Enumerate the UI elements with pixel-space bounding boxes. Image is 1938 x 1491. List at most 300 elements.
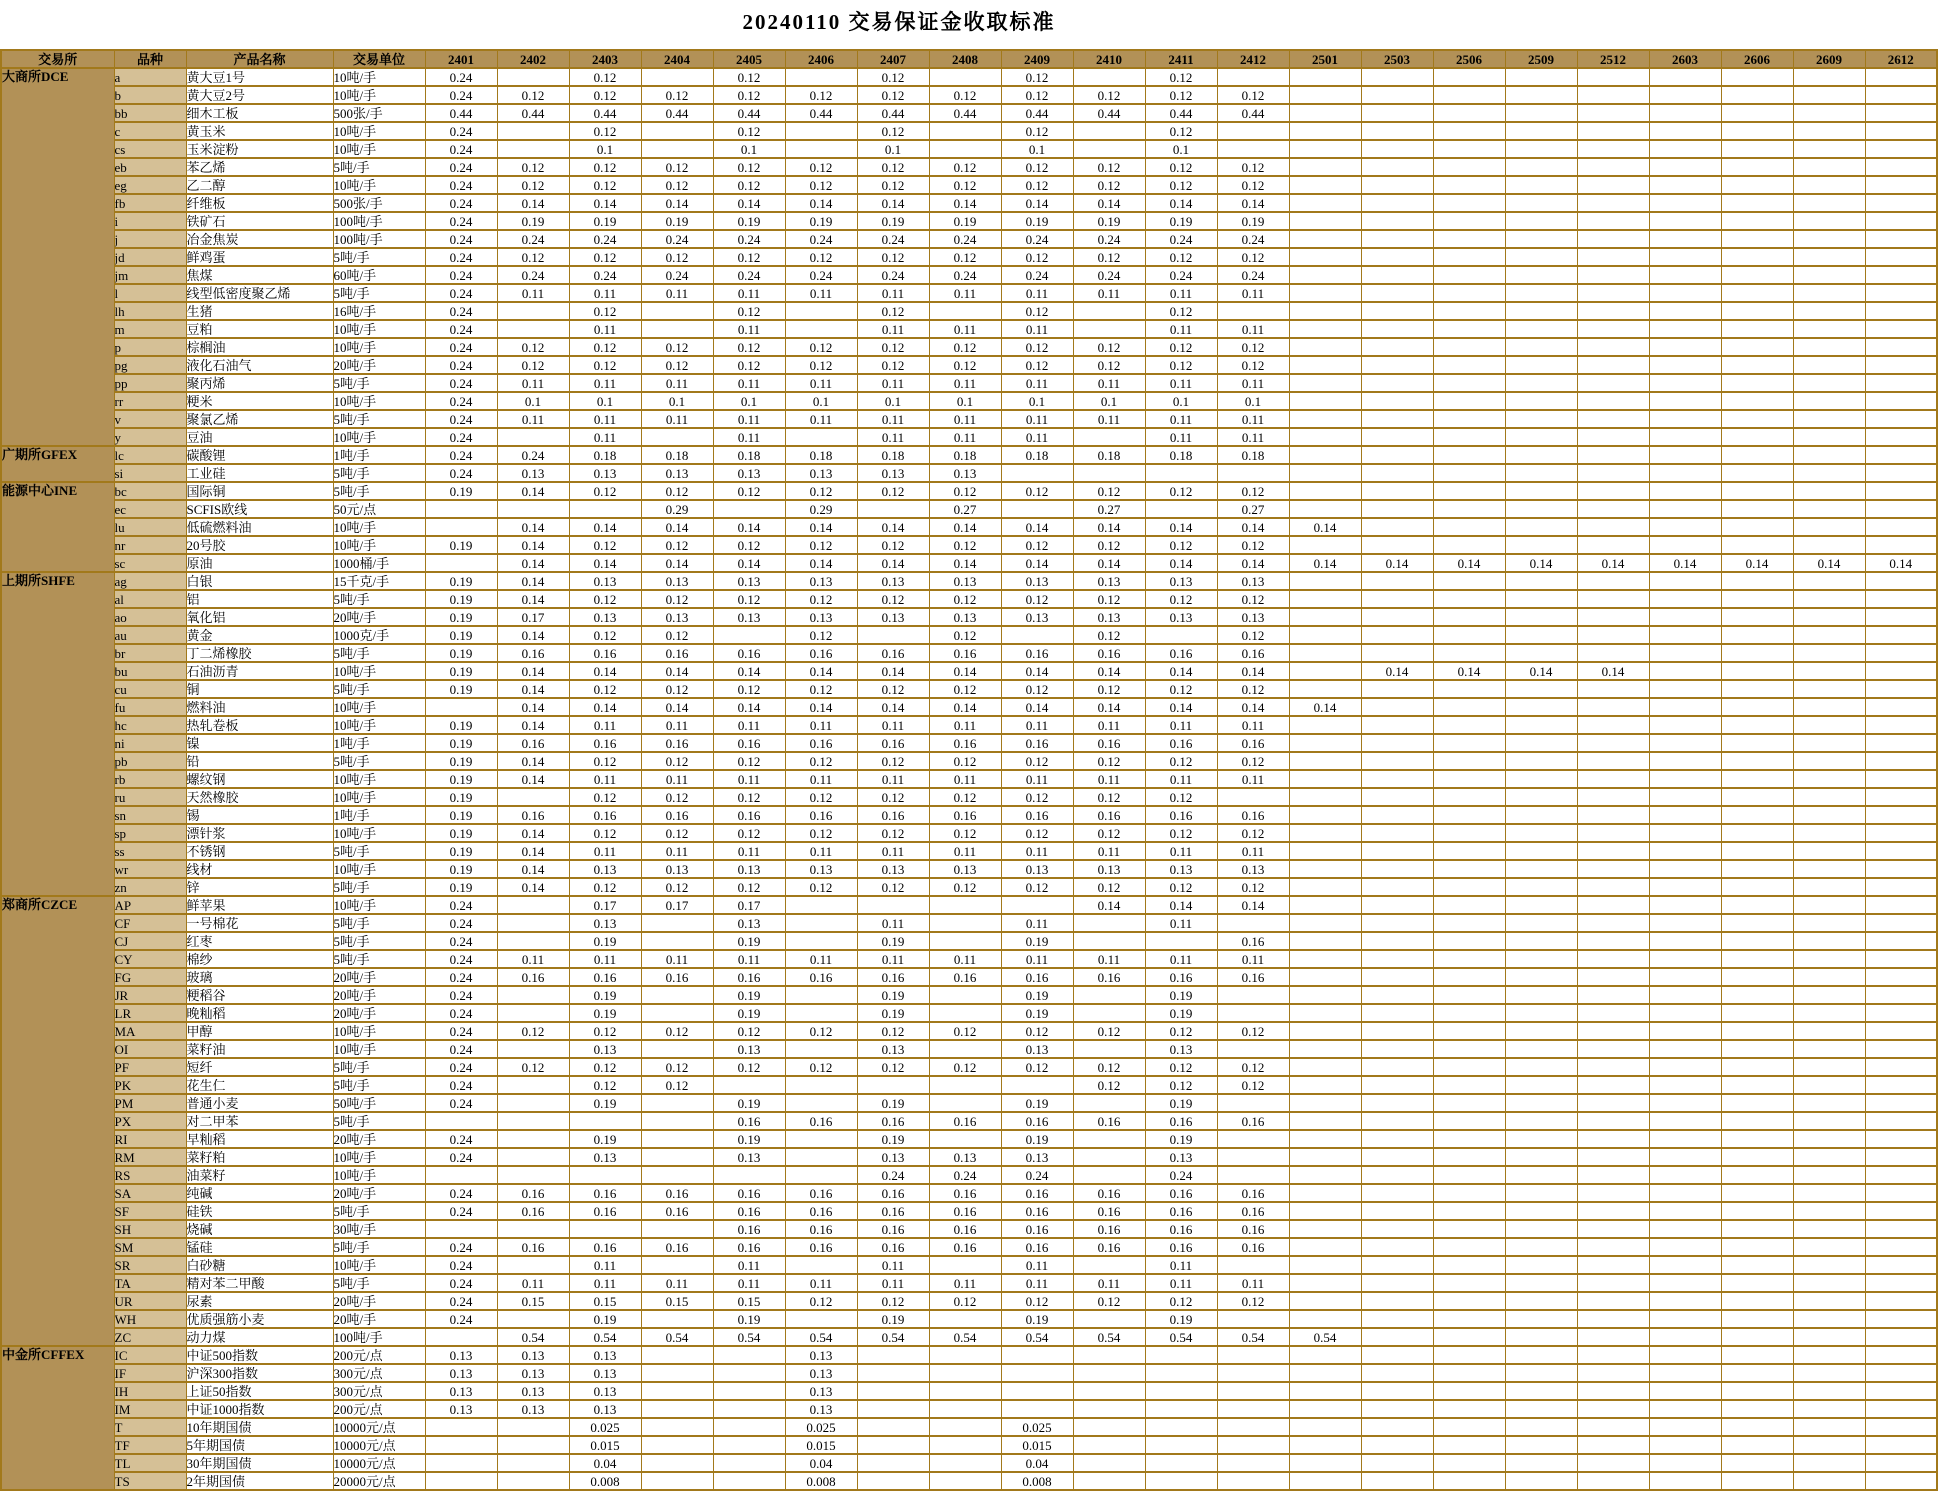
margin-cell-WH-2409: 0.19	[1001, 1310, 1073, 1328]
margin-cell-cu-2503	[1361, 680, 1433, 698]
margin-cell-TF-2503	[1361, 1436, 1433, 1454]
margin-cell-UR-2603	[1649, 1292, 1721, 1310]
row-si	[1, 464, 1937, 482]
margin-cell-CF-2506	[1433, 914, 1505, 932]
margin-cell-si-2402: 0.13	[497, 464, 569, 482]
margin-cell-SR-2403: 0.11	[569, 1256, 641, 1274]
margin-cell-ec-2405	[713, 500, 785, 518]
margin-cell-RM-2405: 0.13	[713, 1148, 785, 1166]
margin-cell-bu-2603	[1649, 662, 1721, 680]
margin-cell-lc-2405: 0.18	[713, 446, 785, 464]
margin-cell-CJ-2410	[1073, 932, 1145, 950]
margin-cell-m-2609	[1793, 320, 1865, 338]
product-cell: 黄大豆1号	[186, 68, 333, 86]
margin-cell-AP-2405: 0.17	[713, 896, 785, 914]
margin-cell-TS-2404	[641, 1472, 713, 1490]
margin-cell-T-2409: 0.025	[1001, 1418, 1073, 1436]
margin-cell-bc-2410: 0.12	[1073, 482, 1145, 500]
margin-cell-sn-2406: 0.16	[785, 806, 857, 824]
margin-cell-SH-2407: 0.16	[857, 1220, 929, 1238]
margin-cell-v-2612	[1865, 410, 1937, 428]
margin-cell-bc-2412: 0.12	[1217, 482, 1289, 500]
product-cell: 黄金	[186, 626, 333, 644]
margin-cell-LR-2412	[1217, 1004, 1289, 1022]
margin-cell-b-2405: 0.12	[713, 86, 785, 104]
margin-cell-PM-2406	[785, 1094, 857, 1112]
header-month-2406: 2406	[785, 50, 857, 68]
margin-cell-eg-2410: 0.12	[1073, 176, 1145, 194]
margin-cell-cs-2506	[1433, 140, 1505, 158]
margin-cell-TL-2411	[1145, 1454, 1217, 1472]
margin-cell-JR-2506	[1433, 986, 1505, 1004]
margin-cell-i-2402: 0.19	[497, 212, 569, 230]
margin-cell-IH-2408	[929, 1382, 1001, 1400]
margin-cell-ec-2609	[1793, 500, 1865, 518]
margin-cell-IH-2403: 0.13	[569, 1382, 641, 1400]
margin-cell-OI-2412	[1217, 1040, 1289, 1058]
margin-cell-m-2403: 0.11	[569, 320, 641, 338]
unit-cell: 300元/点	[333, 1364, 425, 1382]
margin-cell-c-2401: 0.24	[425, 122, 497, 140]
product-cell: 锌	[186, 878, 333, 896]
margin-cell-CJ-2606	[1721, 932, 1793, 950]
margin-cell-SR-2411: 0.11	[1145, 1256, 1217, 1274]
margin-cell-al-2401: 0.19	[425, 590, 497, 608]
margin-cell-ss-2404: 0.11	[641, 842, 713, 860]
code-cell: T	[114, 1418, 186, 1436]
margin-cell-jd-2407: 0.12	[857, 248, 929, 266]
product-cell: 5年期国债	[186, 1436, 333, 1454]
margin-cell-rb-2402: 0.14	[497, 770, 569, 788]
margin-cell-PX-2410: 0.16	[1073, 1112, 1145, 1130]
margin-cell-TS-2408	[929, 1472, 1001, 1490]
margin-cell-AP-2503	[1361, 896, 1433, 914]
margin-cell-ao-2606	[1721, 608, 1793, 626]
margin-cell-CJ-2501	[1289, 932, 1361, 950]
code-cell: PM	[114, 1094, 186, 1112]
margin-cell-y-2609	[1793, 428, 1865, 446]
margin-cell-y-2407: 0.11	[857, 428, 929, 446]
margin-cell-IC-2506	[1433, 1346, 1505, 1364]
margin-cell-ag-2406: 0.13	[785, 572, 857, 590]
margin-cell-sp-2512	[1577, 824, 1649, 842]
margin-cell-PK-2612	[1865, 1076, 1937, 1094]
margin-cell-wr-2506	[1433, 860, 1505, 878]
margin-cell-sp-2408: 0.12	[929, 824, 1001, 842]
margin-cell-ag-2501	[1289, 572, 1361, 590]
margin-cell-cs-2609	[1793, 140, 1865, 158]
code-cell: lu	[114, 518, 186, 536]
code-cell: LR	[114, 1004, 186, 1022]
margin-cell-PF-2609	[1793, 1058, 1865, 1076]
margin-cell-JR-2501	[1289, 986, 1361, 1004]
margin-cell-WH-2503	[1361, 1310, 1433, 1328]
margin-cell-pg-2405: 0.12	[713, 356, 785, 374]
margin-cell-eb-2503	[1361, 158, 1433, 176]
margin-cell-sp-2612	[1865, 824, 1937, 842]
margin-cell-RM-2408: 0.13	[929, 1148, 1001, 1166]
margin-cell-au-2501	[1289, 626, 1361, 644]
margin-cell-ZC-2401	[425, 1328, 497, 1346]
margin-cell-y-2412: 0.11	[1217, 428, 1289, 446]
margin-cell-au-2401: 0.19	[425, 626, 497, 644]
margin-cell-cs-2411: 0.1	[1145, 140, 1217, 158]
margin-cell-T-2503	[1361, 1418, 1433, 1436]
row-ZC	[1, 1328, 1937, 1346]
margin-cell-j-2408: 0.24	[929, 230, 1001, 248]
unit-cell: 5吨/手	[333, 842, 425, 860]
margin-cell-pp-2606	[1721, 374, 1793, 392]
margin-cell-nr-2405: 0.12	[713, 536, 785, 554]
margin-cell-SF-2603	[1649, 1202, 1721, 1220]
margin-cell-p-2606	[1721, 338, 1793, 356]
exchange-label: 能源中心INE	[1, 482, 114, 572]
margin-cell-a-2509	[1505, 68, 1577, 86]
margin-cell-AP-2606	[1721, 896, 1793, 914]
margin-cell-sc-2606: 0.14	[1721, 554, 1793, 572]
margin-cell-TL-2503	[1361, 1454, 1433, 1472]
margin-cell-OI-2501	[1289, 1040, 1361, 1058]
margin-cell-br-2606	[1721, 644, 1793, 662]
margin-cell-SM-2606	[1721, 1238, 1793, 1256]
margin-cell-eg-2509	[1505, 176, 1577, 194]
margin-cell-bu-2403: 0.14	[569, 662, 641, 680]
margin-cell-CJ-2407: 0.19	[857, 932, 929, 950]
margin-cell-RI-2503	[1361, 1130, 1433, 1148]
margin-cell-a-2412	[1217, 68, 1289, 86]
margin-cell-ZC-2606	[1721, 1328, 1793, 1346]
margin-cell-WH-2411: 0.19	[1145, 1310, 1217, 1328]
margin-cell-IC-2606	[1721, 1346, 1793, 1364]
page-title: 20240110 交易保证金收取标准	[742, 10, 1056, 34]
margin-cell-LR-2410	[1073, 1004, 1145, 1022]
margin-cell-IM-2407	[857, 1400, 929, 1418]
margin-cell-wr-2411: 0.13	[1145, 860, 1217, 878]
margin-cell-m-2512	[1577, 320, 1649, 338]
margin-cell-ag-2408: 0.13	[929, 572, 1001, 590]
code-cell: c	[114, 122, 186, 140]
code-cell: ZC	[114, 1328, 186, 1346]
margin-cell-br-2409: 0.16	[1001, 644, 1073, 662]
margin-cell-MA-2406: 0.12	[785, 1022, 857, 1040]
margin-cell-FG-2409: 0.16	[1001, 968, 1073, 986]
margin-cell-c-2512	[1577, 122, 1649, 140]
margin-cell-lc-2512	[1577, 446, 1649, 464]
unit-cell: 1吨/手	[333, 806, 425, 824]
margin-cell-jd-2612	[1865, 248, 1937, 266]
margin-cell-lu-2612	[1865, 518, 1937, 536]
margin-cell-i-2503	[1361, 212, 1433, 230]
margin-cell-lu-2509	[1505, 518, 1577, 536]
margin-cell-IC-2401: 0.13	[425, 1346, 497, 1364]
margin-cell-pb-2501	[1289, 752, 1361, 770]
margin-cell-CY-2408: 0.11	[929, 950, 1001, 968]
margin-cell-T-2408	[929, 1418, 1001, 1436]
margin-cell-sc-2404: 0.14	[641, 554, 713, 572]
margin-cell-CF-2408	[929, 914, 1001, 932]
margin-cell-ao-2410: 0.13	[1073, 608, 1145, 626]
margin-cell-c-2406	[785, 122, 857, 140]
product-cell: 线型低密度聚乙烯	[186, 284, 333, 302]
margin-cell-RI-2403: 0.19	[569, 1130, 641, 1148]
margin-cell-al-2412: 0.12	[1217, 590, 1289, 608]
product-cell: 生猪	[186, 302, 333, 320]
margin-cell-CF-2412	[1217, 914, 1289, 932]
code-cell: br	[114, 644, 186, 662]
margin-cell-PK-2606	[1721, 1076, 1793, 1094]
margin-cell-zn-2411: 0.12	[1145, 878, 1217, 896]
margin-cell-ZC-2410: 0.54	[1073, 1328, 1145, 1346]
margin-cell-jd-2404: 0.12	[641, 248, 713, 266]
row-SF	[1, 1202, 1937, 1220]
unit-cell: 10吨/手	[333, 1040, 425, 1058]
margin-cell-PK-2408	[929, 1076, 1001, 1094]
margin-cell-lc-2503	[1361, 446, 1433, 464]
margin-cell-lh-2603	[1649, 302, 1721, 320]
margin-cell-b-2407: 0.12	[857, 86, 929, 104]
margin-cell-sp-2509	[1505, 824, 1577, 842]
margin-cell-OI-2406	[785, 1040, 857, 1058]
margin-cell-SF-2606	[1721, 1202, 1793, 1220]
margin-cell-RS-2402	[497, 1166, 569, 1184]
unit-cell: 10吨/手	[333, 536, 425, 554]
margin-cell-RS-2410	[1073, 1166, 1145, 1184]
margin-cell-ao-2404: 0.13	[641, 608, 713, 626]
margin-cell-CY-2612	[1865, 950, 1937, 968]
margin-cell-RM-2612	[1865, 1148, 1937, 1166]
margin-cell-RS-2501	[1289, 1166, 1361, 1184]
margin-cell-zn-2512	[1577, 878, 1649, 896]
code-cell: eb	[114, 158, 186, 176]
margin-cell-FG-2501	[1289, 968, 1361, 986]
margin-cell-y-2603	[1649, 428, 1721, 446]
header-month-2408: 2408	[929, 50, 1001, 68]
margin-cell-TA-2401: 0.24	[425, 1274, 497, 1292]
margin-cell-rb-2407: 0.11	[857, 770, 929, 788]
margin-cell-PK-2503	[1361, 1076, 1433, 1094]
margin-cell-sc-2506: 0.14	[1433, 554, 1505, 572]
margin-cell-nr-2506	[1433, 536, 1505, 554]
header-month-2412: 2412	[1217, 50, 1289, 68]
margin-cell-lc-2406: 0.18	[785, 446, 857, 464]
code-cell: CF	[114, 914, 186, 932]
margin-cell-eb-2509	[1505, 158, 1577, 176]
margin-cell-pg-2609	[1793, 356, 1865, 374]
margin-cell-fb-2403: 0.14	[569, 194, 641, 212]
row-SA	[1, 1184, 1937, 1202]
margin-cell-sn-2402: 0.16	[497, 806, 569, 824]
margin-cell-TS-2512	[1577, 1472, 1649, 1490]
margin-cell-lh-2405: 0.12	[713, 302, 785, 320]
margin-cell-al-2406: 0.12	[785, 590, 857, 608]
margin-cell-WH-2408	[929, 1310, 1001, 1328]
margin-cell-c-2606	[1721, 122, 1793, 140]
margin-cell-IC-2404	[641, 1346, 713, 1364]
header-month-2606: 2606	[1721, 50, 1793, 68]
margin-cell-j-2409: 0.24	[1001, 230, 1073, 248]
margin-cell-pp-2501	[1289, 374, 1361, 392]
margin-cell-cu-2406: 0.12	[785, 680, 857, 698]
product-cell: 10年期国债	[186, 1418, 333, 1436]
margin-cell-PF-2512	[1577, 1058, 1649, 1076]
margin-cell-MA-2409: 0.12	[1001, 1022, 1073, 1040]
unit-cell: 20吨/手	[333, 986, 425, 1004]
margin-cell-lh-2403: 0.12	[569, 302, 641, 320]
margin-cell-TS-2401	[425, 1472, 497, 1490]
margin-cell-hc-2403: 0.11	[569, 716, 641, 734]
margin-cell-jm-2609	[1793, 266, 1865, 284]
margin-cell-ZC-2411: 0.54	[1145, 1328, 1217, 1346]
margin-cell-lh-2612	[1865, 302, 1937, 320]
margin-cell-CF-2503	[1361, 914, 1433, 932]
margin-cell-sn-2408: 0.16	[929, 806, 1001, 824]
margin-cell-CJ-2509	[1505, 932, 1577, 950]
margin-cell-SF-2609	[1793, 1202, 1865, 1220]
margin-cell-CF-2603	[1649, 914, 1721, 932]
margin-cell-au-2409	[1001, 626, 1073, 644]
margin-cell-y-2403: 0.11	[569, 428, 641, 446]
margin-cell-PF-2606	[1721, 1058, 1793, 1076]
margin-cell-AP-2402	[497, 896, 569, 914]
margin-cell-pb-2408: 0.12	[929, 752, 1001, 770]
header-month-2402: 2402	[497, 50, 569, 68]
margin-cell-SA-2401: 0.24	[425, 1184, 497, 1202]
margin-cell-pb-2612	[1865, 752, 1937, 770]
margin-cell-nr-2603	[1649, 536, 1721, 554]
margin-cell-FG-2411: 0.16	[1145, 968, 1217, 986]
margin-cell-fb-2509	[1505, 194, 1577, 212]
margin-cell-IF-2612	[1865, 1364, 1937, 1382]
margin-cell-j-2503	[1361, 230, 1433, 248]
margin-cell-RM-2412	[1217, 1148, 1289, 1166]
margin-cell-IH-2412	[1217, 1382, 1289, 1400]
margin-cell-cu-2407: 0.12	[857, 680, 929, 698]
margin-cell-FG-2401: 0.24	[425, 968, 497, 986]
margin-cell-ru-2403: 0.12	[569, 788, 641, 806]
margin-cell-v-2411: 0.11	[1145, 410, 1217, 428]
margin-cell-pb-2412: 0.12	[1217, 752, 1289, 770]
unit-cell: 20吨/手	[333, 1310, 425, 1328]
margin-cell-IH-2404	[641, 1382, 713, 1400]
code-cell: RS	[114, 1166, 186, 1184]
margin-cell-hc-2612	[1865, 716, 1937, 734]
margin-cell-FG-2506	[1433, 968, 1505, 986]
margin-cell-pg-2408: 0.12	[929, 356, 1001, 374]
margin-cell-T-2406: 0.025	[785, 1418, 857, 1436]
margin-cell-y-2401: 0.24	[425, 428, 497, 446]
margin-cell-si-2509	[1505, 464, 1577, 482]
margin-cell-p-2401: 0.24	[425, 338, 497, 356]
margin-cell-ec-2606	[1721, 500, 1793, 518]
margin-cell-eg-2411: 0.12	[1145, 176, 1217, 194]
unit-cell: 20吨/手	[333, 1292, 425, 1310]
margin-cell-LR-2503	[1361, 1004, 1433, 1022]
exchange-label: 上期所SHFE	[1, 572, 114, 896]
margin-cell-eg-2603	[1649, 176, 1721, 194]
margin-cell-JR-2403: 0.19	[569, 986, 641, 1004]
margin-cell-ag-2512	[1577, 572, 1649, 590]
margin-cell-IM-2412	[1217, 1400, 1289, 1418]
margin-cell-lh-2402	[497, 302, 569, 320]
margin-cell-rb-2411: 0.11	[1145, 770, 1217, 788]
margin-cell-v-2603	[1649, 410, 1721, 428]
margin-cell-pb-2401: 0.19	[425, 752, 497, 770]
row-PX	[1, 1112, 1937, 1130]
unit-cell: 10吨/手	[333, 428, 425, 446]
margin-cell-eg-2512	[1577, 176, 1649, 194]
margin-cell-rr-2603	[1649, 392, 1721, 410]
code-cell: m	[114, 320, 186, 338]
margin-cell-eb-2612	[1865, 158, 1937, 176]
header-row	[1, 50, 1937, 68]
margin-cell-OI-2506	[1433, 1040, 1505, 1058]
header-month-2409: 2409	[1001, 50, 1073, 68]
margin-cell-sn-2405: 0.16	[713, 806, 785, 824]
margin-cell-fu-2409: 0.14	[1001, 698, 1073, 716]
margin-cell-ag-2603	[1649, 572, 1721, 590]
margin-cell-eg-2404: 0.12	[641, 176, 713, 194]
product-cell: 玻璃	[186, 968, 333, 986]
margin-cell-TL-2401	[425, 1454, 497, 1472]
margin-cell-cu-2405: 0.12	[713, 680, 785, 698]
margin-cell-jm-2402: 0.24	[497, 266, 569, 284]
code-cell: IH	[114, 1382, 186, 1400]
margin-cell-ni-2401: 0.19	[425, 734, 497, 752]
margin-cell-PM-2606	[1721, 1094, 1793, 1112]
margin-cell-IF-2501	[1289, 1364, 1361, 1382]
margin-cell-fu-2612	[1865, 698, 1937, 716]
margin-cell-hc-2501	[1289, 716, 1361, 734]
margin-cell-zn-2509	[1505, 878, 1577, 896]
margin-cell-SM-2409: 0.16	[1001, 1238, 1073, 1256]
margin-cell-TA-2603	[1649, 1274, 1721, 1292]
margin-cell-lh-2501	[1289, 302, 1361, 320]
margin-cell-pp-2509	[1505, 374, 1577, 392]
margin-cell-br-2401: 0.19	[425, 644, 497, 662]
unit-cell: 10吨/手	[333, 338, 425, 356]
margin-cell-CF-2411: 0.11	[1145, 914, 1217, 932]
unit-cell: 10吨/手	[333, 1022, 425, 1040]
row-sc	[1, 554, 1937, 572]
margin-cell-PK-2401: 0.24	[425, 1076, 497, 1094]
margin-cell-sn-2603	[1649, 806, 1721, 824]
margin-cell-a-2501	[1289, 68, 1361, 86]
margin-cell-ru-2509	[1505, 788, 1577, 806]
margin-cell-bb-2509	[1505, 104, 1577, 122]
product-cell: 石油沥青	[186, 662, 333, 680]
margin-cell-jd-2402: 0.12	[497, 248, 569, 266]
margin-cell-c-2506	[1433, 122, 1505, 140]
margin-cell-RI-2501	[1289, 1130, 1361, 1148]
margin-cell-l-2503	[1361, 284, 1433, 302]
unit-cell: 5吨/手	[333, 1274, 425, 1292]
margin-cell-lh-2512	[1577, 302, 1649, 320]
margin-cell-SR-2405: 0.11	[713, 1256, 785, 1274]
margin-cell-PK-2407	[857, 1076, 929, 1094]
margin-cell-RI-2412	[1217, 1130, 1289, 1148]
margin-cell-T-2405	[713, 1418, 785, 1436]
margin-cell-IM-2406: 0.13	[785, 1400, 857, 1418]
margin-cell-rr-2410: 0.1	[1073, 392, 1145, 410]
margin-cell-ZC-2612	[1865, 1328, 1937, 1346]
margin-cell-RI-2406	[785, 1130, 857, 1148]
margin-cell-WH-2501	[1289, 1310, 1361, 1328]
margin-cell-lc-2501	[1289, 446, 1361, 464]
code-cell: FG	[114, 968, 186, 986]
row-IH	[1, 1382, 1937, 1400]
margin-cell-SH-2409: 0.16	[1001, 1220, 1073, 1238]
margin-cell-LR-2402	[497, 1004, 569, 1022]
